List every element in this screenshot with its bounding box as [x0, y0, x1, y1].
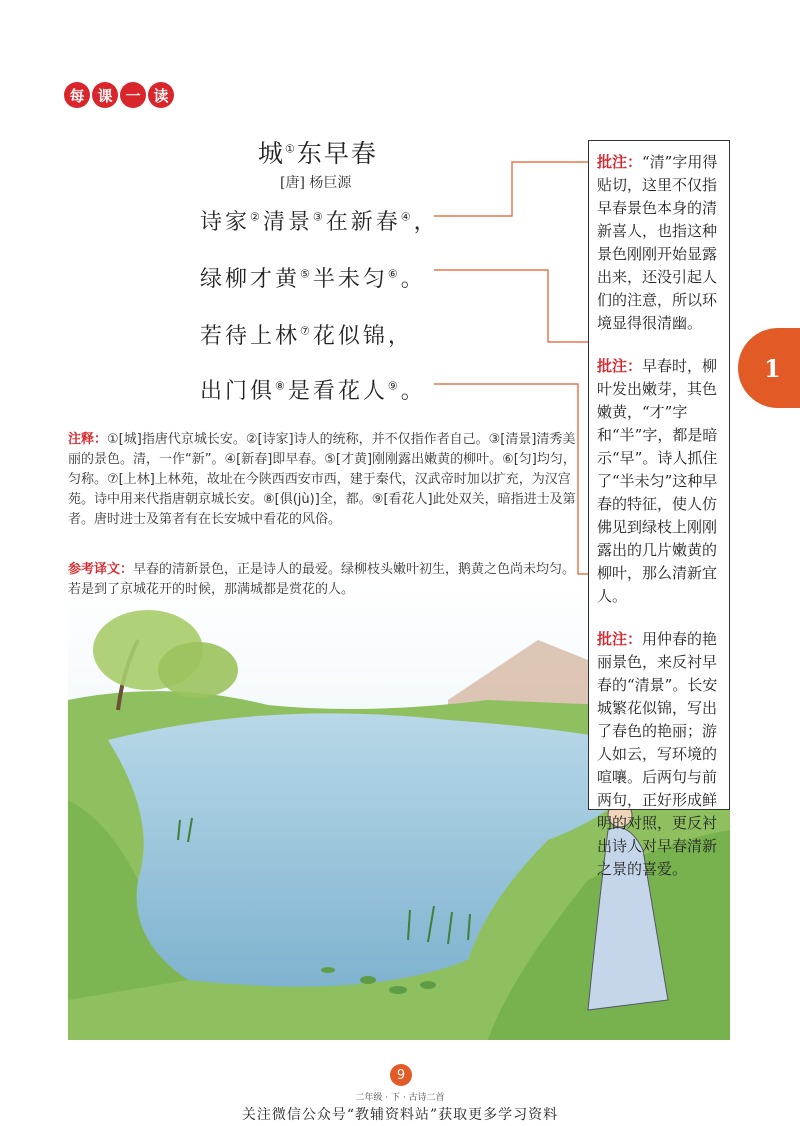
poem-line: 若待上林⑦花似锦， — [200, 324, 413, 349]
annotation-text: 用仲春的艳丽景色，来反衬早春的“清景”。长安城繁花似锦，写出了春色的艳丽；游人如云，写环境的喧嚷。后两句与前两句，正好形成鲜明的对照，更反衬出诗人对早春清新之景的喜爱。 — [597, 630, 718, 878]
annotation-label: 批注： — [597, 153, 643, 171]
poem-line: 诗家②清景③在新春④， — [200, 210, 439, 235]
notes-label: 注释： — [68, 432, 108, 447]
annotation-text: 早春时，柳叶发出嫩芽，其色嫩黄，“才”字和“半”字，都是暗示“早”。诗人抓住了“半未匀”这种早春的特征，使人仿佛见到绿枝上刚刚露出的几片嫩黄的柳叶，那么清新宜人。 — [597, 357, 718, 605]
poem-author: [唐] 杨巨源 — [280, 175, 352, 191]
badge-char: 每 — [64, 82, 90, 108]
poem-line: 出门俱⑧是看花人⑨。 — [200, 379, 426, 404]
footer-caption: 二年级 · 下 · 古诗二首 — [355, 1093, 445, 1103]
poem-line: 绿柳才黄⑤半未匀⑥。 — [200, 267, 426, 292]
connector-line — [434, 162, 590, 216]
translation-text: 早春的清新景色，正是诗人的最爱。绿柳枝头嫩叶初生，鹅黄之色尚未均匀。若是到了京城花开的时候，那满城都是赏花的人。 — [68, 562, 576, 597]
badge-char: 课 — [92, 82, 118, 108]
badge-char: 一 — [120, 82, 146, 108]
annotation-text: “清”字用得贴切，这里不仅指早春景色本身的清新喜人，也指这种景色刚刚开始显露出来，还没引起人们的注意，所以环境显得很清幽。 — [597, 153, 718, 332]
annotation-note — [597, 151, 721, 335]
notes-section — [68, 430, 578, 530]
annotation-note — [597, 628, 721, 881]
annotation-label: 批注： — [597, 357, 643, 375]
connector-line — [434, 270, 590, 342]
translation-label: 参考译文： — [68, 562, 134, 577]
notes-text: ①[城]指唐代京城长安。②[诗家]诗人的统称，并不仅指作者自己。③[清景]清秀美丽的景色。清，一作“新”。④[新春]即早春。⑤[才黄]刚刚露出嫩黄的柳叶。⑥[匀]均匀，匀称。⑦[上林]上林苑，故址在今陕西西安市西，建于秦代，汉武帝时加以扩充，为汉宫苑。诗中用来代指唐朝京城长安。⑧[俱(jù)]全，都。⑨[看花人]此处双关，暗指进士及第者。唐时进士及第者有在长安城中看花的风俗。 — [68, 432, 576, 527]
annotation-label: 批注： — [597, 630, 643, 648]
footer-watermark: 关注微信公众号“教辅资料站”获取更多学习资料 — [241, 1107, 559, 1123]
annotation-sidebar — [588, 140, 730, 878]
translation-section — [68, 560, 578, 600]
annotation-note — [597, 355, 721, 608]
poem-title: 城①东早春 — [258, 139, 378, 168]
badge-char: 读 — [148, 82, 174, 108]
page-number: 9 — [390, 1064, 412, 1086]
chapter-number: 1 — [764, 353, 781, 383]
